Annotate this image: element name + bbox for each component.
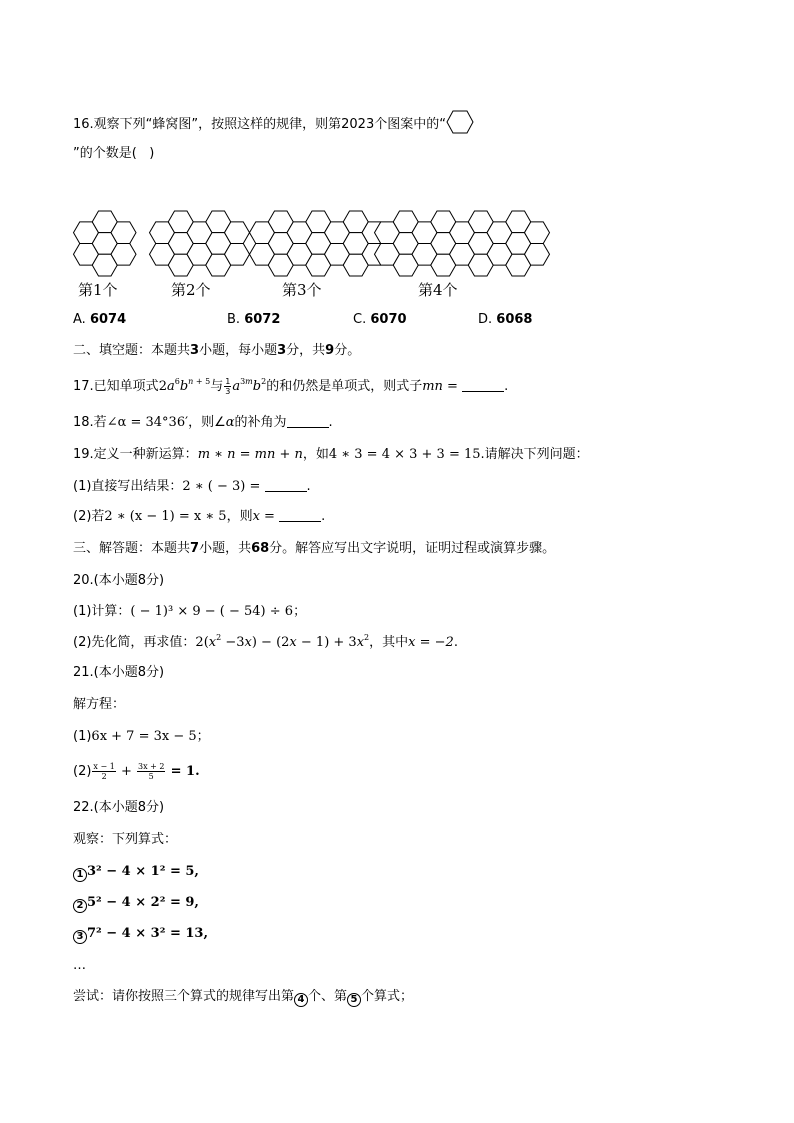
option-d-letter: D.	[478, 312, 493, 327]
q22-ellipsis: …	[73, 958, 86, 973]
q21-part1-end: ；	[196, 729, 210, 744]
section2-count: 3	[190, 343, 200, 358]
q20-part1-end: ；	[293, 604, 307, 619]
q17-fraction	[224, 377, 231, 396]
q20-part2-text-b: ，其中	[369, 635, 409, 650]
section3-text-c: 分。解答应写出文字说明，证明过程或演算步骤。	[269, 541, 556, 556]
section2-text-a: 二、填空题：本题共	[73, 343, 191, 358]
q17-line: 17.已知单项式$2a^6b^{n + 5}$与 $\frac{1}{3}$ $a^{3m}b^2$的和仍然是单项式，则式子mn = .	[73, 377, 509, 396]
q17-expression: mn =	[422, 379, 458, 394]
hexagon-icon	[446, 110, 474, 134]
figure-label-3: 第3个	[282, 281, 322, 299]
q16-text: 16.观察下列“蜂窝图”，按照这样的规律，则第2023个图案中的“	[73, 117, 446, 132]
q22-item-3-expr: 7² − 4 × 3² = 13,	[87, 926, 208, 941]
circled-number-4: 4	[294, 993, 308, 1007]
q19-part2: (2)若2 ∗ (x − 1) = x ∗ 5，则x = .	[73, 509, 326, 524]
q19-text-b: ，如	[302, 447, 329, 462]
q20-part2-value: x = −2	[408, 635, 454, 650]
section2-total: 9	[325, 343, 335, 358]
q20-part1	[73, 603, 306, 621]
q20-part2	[73, 634, 458, 652]
q17-text-a: 17.已知单项式	[73, 379, 159, 394]
q18-line: 18.若∠α = 34°36′，则∠α的补角为 .	[73, 415, 333, 430]
q17-monomial-1: $2a^6b^{n + 5}$	[158, 377, 211, 394]
circled-number-5: 5	[347, 993, 361, 1007]
q22-item-3	[73, 925, 208, 944]
q21-f2-num: 3x + 2	[137, 762, 165, 771]
q17-text-c: 的和仍然是单项式，则式子	[266, 379, 423, 394]
section3-heading	[73, 540, 555, 558]
q17-frac-den: 3	[225, 387, 231, 396]
q17-text-b: 与	[210, 379, 224, 394]
q21-part2: (2) $\frac{x - 1}{2}$ + $\frac{3x + 2}{5}$ = 1.	[73, 762, 200, 781]
q19-part1-expr: 2 ∗ ( − 3) =	[182, 479, 261, 494]
q22-try-text-b: 个、第	[308, 989, 348, 1004]
q17-answer-blank[interactable]	[462, 378, 504, 392]
option-a[interactable]	[73, 311, 126, 329]
option-b-letter: B.	[227, 312, 241, 327]
q19-line	[73, 446, 589, 464]
figure-label-2: 第2个	[171, 281, 211, 299]
q18-alpha: α	[225, 415, 235, 430]
q18-angle: ∠α = 34°36′	[106, 415, 189, 430]
q20-heading: 20.(本小题8分)	[73, 573, 165, 588]
q21-fraction-1	[92, 762, 115, 781]
figure-label-1: 第1个	[78, 281, 118, 299]
figure-label-4: 第4个	[418, 281, 458, 299]
q19-text-c: .请解决下列问题：	[480, 447, 589, 462]
q22-intro: 观察：下列算式：	[73, 832, 178, 847]
q21-f1-den: 2	[101, 772, 107, 781]
q21-part1-expr: 6x + 7 = 3x − 5	[91, 729, 197, 744]
q18-answer-blank[interactable]	[287, 414, 329, 428]
section3-total: 68	[251, 541, 270, 556]
q19-definition: m ∗ n = mn + n	[197, 447, 303, 462]
q18-text-b: ，则∠	[188, 415, 226, 430]
option-c[interactable]	[353, 311, 407, 329]
q21-heading: 21.(本小题8分)	[73, 665, 165, 680]
q19-part2-text-a: (2)若	[73, 509, 105, 524]
q22-try	[73, 988, 413, 1007]
q19-part2-text-b: ，则	[226, 509, 253, 524]
q18-text-c: 的补角为	[234, 415, 287, 430]
section2-text-c: 分，共	[286, 343, 326, 358]
q19-part1: (1)直接写出结果：2 ∗ ( − 3) = .	[73, 479, 311, 494]
option-c-letter: C.	[353, 312, 367, 327]
q19-text-a: 19.定义一种新运算：	[73, 447, 198, 462]
q19-part1-text: (1)直接写出结果：	[73, 479, 183, 494]
option-d-value: 6068	[496, 312, 533, 327]
circled-number-1: 1	[73, 868, 87, 882]
option-d[interactable]	[478, 311, 532, 329]
q16-text-cont: ”的个数是(	[73, 146, 137, 161]
circled-number-3: 3	[73, 930, 87, 944]
q21-part1-label: (1)	[73, 729, 92, 744]
q20-part1-text: (1)计算：	[73, 604, 131, 619]
option-c-value: 6070	[370, 312, 407, 327]
honeycomb-figure	[0, 200, 794, 290]
q20-part1-expr: ( − 1)³ × 9 − ( − 54) ÷ 6	[130, 604, 294, 619]
q20-part2-end: .	[453, 635, 458, 650]
section2-heading	[73, 342, 360, 360]
q21-fraction-2	[137, 762, 165, 781]
option-b[interactable]	[227, 311, 280, 329]
q22-item-2	[73, 894, 199, 913]
q21-part2-label: (2)	[73, 764, 92, 779]
section2-text-b: 小题，每小题	[199, 343, 278, 358]
q21-f2-den: 5	[148, 772, 154, 781]
q22-try-text-a: 尝试：请你按照三个算式的规律写出第	[73, 989, 295, 1004]
q19-part2-blank[interactable]	[279, 508, 321, 522]
q20-part2-expr: $2(x^2 -3x) - (2x - 1) + 3x^2$	[195, 633, 370, 650]
q19-part1-blank[interactable]	[265, 478, 307, 492]
q16-paren-close: )	[149, 146, 155, 161]
q22-try-text-c: 个算式；	[361, 989, 414, 1004]
q20-part2-text: (2)先化简，再求值：	[73, 635, 196, 650]
section2-text-d: 分。	[334, 343, 361, 358]
q22-item-1-expr: 3² − 4 × 1² = 5,	[87, 864, 199, 879]
q21-part1	[73, 728, 210, 746]
section2-score-each: 3	[277, 343, 287, 358]
q22-heading: 22.(本小题8分)	[73, 800, 165, 815]
option-b-value: 6072	[244, 312, 281, 327]
circled-number-2: 2	[73, 899, 87, 913]
section3-count: 7	[190, 541, 200, 556]
q17-monomial-2: $a^{3m}b^2$	[232, 377, 267, 394]
q21-part2-rest: = 1.	[170, 764, 200, 779]
q21-f1-num: x − 1	[93, 762, 115, 771]
q16-line1	[73, 110, 474, 134]
q18-text-a: 18.若	[73, 415, 107, 430]
q19-part2-expr: 2 ∗ (x − 1) = x ∗ 5	[104, 509, 227, 524]
q22-item-1	[73, 863, 199, 882]
q19-part2-x: x =	[252, 509, 275, 524]
q16-line2	[73, 145, 154, 163]
q21-intro: 解方程：	[73, 697, 126, 712]
section3-text-a: 三、解答题：本题共	[73, 541, 191, 556]
q22-item-2-expr: 5² − 4 × 2² = 9,	[87, 895, 199, 910]
section3-text-b: 小题，共	[199, 541, 252, 556]
q17-frac-num: 1	[225, 377, 231, 386]
q19-example: 4 ∗ 3 = 4 × 3 + 3 = 15	[328, 447, 481, 462]
option-a-letter: A.	[73, 312, 86, 327]
option-a-value: 6074	[89, 312, 127, 327]
